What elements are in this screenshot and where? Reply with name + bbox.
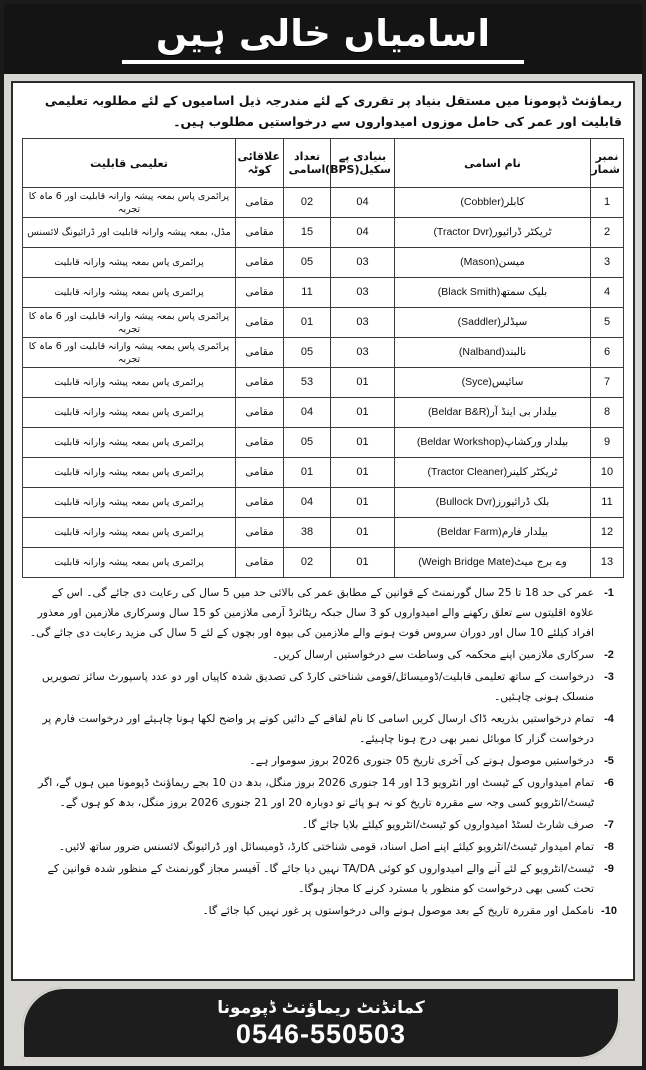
header-post-name: نام اسامی (395, 139, 591, 188)
note-item (22, 773, 624, 813)
cell-quota: مقامی (236, 218, 284, 248)
post-name-urdu: بیلدار فارم (501, 526, 548, 538)
cell-bps: 03 (331, 338, 395, 368)
cell-qualification: پرائمری پاس بمعہ پیشہ وارانہ قابلیت (23, 458, 236, 488)
table-header-row (23, 139, 624, 188)
cell-count: 01 (284, 458, 331, 488)
cell-bps: 01 (331, 428, 395, 458)
post-name-urdu: میسن (498, 256, 525, 268)
post-name-english: (Cobbler) (460, 196, 505, 208)
note-number: 4- (604, 713, 614, 725)
cell-serial: 12 (591, 518, 624, 548)
post-name-urdu: کابلر (504, 196, 525, 208)
table-row (23, 218, 624, 248)
table-row (23, 518, 624, 548)
cell-count: 04 (284, 398, 331, 428)
cell-quota: مقامی (236, 548, 284, 578)
note-text: تمام امیدواروں کے ٹیسٹ اور انٹرویو 13 اور 14 جنوری 2026 بروز منگل، بدھ دن 10 بجے ریماؤنٹ ڈپومونا میں ہوں گے، اگر ٹیسٹ/انٹرویو کسی وجہ سے مقررہ تاریخ کو نہ ہو پائے تو دوبارہ 20 اور 21 جنوری 2026 بروز منگل، بدھ کو ہوں گے۔ (38, 776, 594, 809)
cell-post-name (395, 398, 591, 428)
header-quota: علاقائی کوٹہ (236, 139, 284, 188)
note-number: 9- (604, 863, 614, 875)
post-name-english: (Beldar B&R) (427, 406, 490, 418)
cell-serial: 9 (591, 428, 624, 458)
header-serial: نمبر شمار (591, 139, 624, 188)
cell-bps: 03 (331, 308, 395, 338)
note-item (22, 751, 624, 771)
cell-post-name (395, 488, 591, 518)
cell-post-name (395, 428, 591, 458)
post-name-urdu: ٹریکٹر ڈرائیور (492, 226, 552, 238)
cell-count: 05 (284, 428, 331, 458)
table-row (23, 278, 624, 308)
cell-serial: 1 (591, 188, 624, 218)
cell-qualification: پرائمری پاس بمعہ پیشہ وارانہ قابلیت (23, 368, 236, 398)
cell-count: 38 (284, 518, 331, 548)
cell-bps: 03 (331, 278, 395, 308)
note-number: 6- (604, 777, 614, 789)
cell-qualification: پرائمری پاس بمعہ پیشہ وارانہ قابلیت (23, 428, 236, 458)
cell-qualification: پرائمری پاس بمعہ پیشہ وارانہ قابلیت اور 6 ماہ کا تجربہ (23, 308, 236, 338)
cell-post-name (395, 308, 591, 338)
cell-serial: 8 (591, 398, 624, 428)
cell-quota: مقامی (236, 518, 284, 548)
note-number: 10- (601, 905, 617, 917)
cell-post-name (395, 458, 591, 488)
vacancy-table-body (23, 188, 624, 578)
cell-quota: مقامی (236, 428, 284, 458)
post-name-urdu: بلیک سمتھ (500, 286, 548, 298)
vacancy-table (22, 138, 624, 578)
cell-bps: 01 (331, 458, 395, 488)
post-name-urdu: بیلدار ورکشاپ (504, 436, 569, 448)
table-row (23, 398, 624, 428)
note-item (22, 901, 624, 921)
cell-qualification: پرائمری پاس بمعہ پیشہ وارانہ قابلیت (23, 278, 236, 308)
post-name-urdu: وے برج میٹ (514, 556, 567, 568)
cell-post-name (395, 248, 591, 278)
cell-qualification: پرائمری پاس بمعہ پیشہ وارانہ قابلیت (23, 398, 236, 428)
cell-bps: 04 (331, 218, 395, 248)
cell-post-name (395, 548, 591, 578)
table-row (23, 248, 624, 278)
cell-qualification: پرائمری پاس بمعہ پیشہ وارانہ قابلیت (23, 518, 236, 548)
cell-count: 02 (284, 188, 331, 218)
note-text: سرکاری ملازمین اپنے محکمہ کی وساطت سے درخواستیں ارسال کریں۔ (272, 648, 594, 661)
note-text: درخواستیں موصول ہونے کی آخری تاریخ 05 جنوری 2026 بروز سوموار ہے۔ (249, 754, 594, 767)
cell-post-name (395, 218, 591, 248)
note-item (22, 583, 624, 643)
contact-area (4, 985, 642, 1066)
note-number: 5- (604, 755, 614, 767)
note-text: نامکمل اور مقررہ تاریخ کے بعد موصول ہونے والی درخواستوں پر غور نہیں کیا جائے گا۔ (202, 904, 594, 917)
cell-serial: 10 (591, 458, 624, 488)
note-text: تمام امیدوار ٹیسٹ/انٹرویو کیلئے اپنے اصل اسناد، قومی شناختی کارڈ، ڈومیسائل اور ڈرائیونگ لائسنس ضرور ساتھ لائیں۔ (58, 840, 594, 853)
cell-post-name (395, 368, 591, 398)
note-text: تمام درخواستیں بذریعہ ڈاک ارسال کریں اسامی کا نام لفافے کے دائیں کونے پر واضح لکھا ہونا چاہیئے اور درخواست فارم پر درخواست گزار کا موبائل نمبر بھی درج ہونا چاہیئے۔ (42, 712, 594, 745)
cell-post-name (395, 188, 591, 218)
cell-count: 05 (284, 248, 331, 278)
cell-count: 15 (284, 218, 331, 248)
table-row (23, 428, 624, 458)
cell-bps: 01 (331, 548, 395, 578)
cell-count: 02 (284, 548, 331, 578)
post-name-urdu: سائیس (491, 376, 524, 388)
cell-count: 11 (284, 278, 331, 308)
cell-serial: 3 (591, 248, 624, 278)
cell-qualification: پرائمری پاس بمعہ پیشہ وارانہ قابلیت (23, 548, 236, 578)
cell-quota: مقامی (236, 458, 284, 488)
table-row (23, 548, 624, 578)
notes-list (22, 583, 624, 921)
cell-count: 05 (284, 338, 331, 368)
cell-quota: مقامی (236, 188, 284, 218)
note-text: صرف شارٹ لسٹڈ امیدواروں کو ٹیسٹ/انٹرویو کیلئے بلایا جائے گا۔ (301, 818, 594, 831)
post-name-english: (Black Smith) (437, 286, 501, 298)
cell-serial: 5 (591, 308, 624, 338)
cell-serial: 2 (591, 218, 624, 248)
table-row (23, 368, 624, 398)
contact-name: کمانڈنٹ ریماؤنٹ ڈپومونا (217, 998, 425, 1018)
note-item (22, 859, 624, 899)
table-row (23, 188, 624, 218)
header-bps: بنیادی پے سکیل(BPS) (331, 139, 395, 188)
cell-bps: 01 (331, 488, 395, 518)
cell-serial: 13 (591, 548, 624, 578)
post-name-english: (Nalband) (458, 346, 505, 358)
post-name-english: (Tractor Dvr) (433, 226, 493, 238)
cell-post-name (395, 338, 591, 368)
note-item (22, 709, 624, 749)
post-name-urdu: ٹریکٹر کلینر (507, 466, 558, 478)
contact-phone: 0546-550503 (235, 1019, 407, 1049)
header-qualification: تعلیمی قابلیت (23, 139, 236, 188)
cell-count: 01 (284, 308, 331, 338)
note-number: 7- (604, 819, 614, 831)
table-row (23, 308, 624, 338)
cell-quota: مقامی (236, 368, 284, 398)
cell-serial: 7 (591, 368, 624, 398)
cell-serial: 11 (591, 488, 624, 518)
post-name-urdu: بیلدار بی اینڈ آر (489, 406, 558, 418)
note-item (22, 837, 624, 857)
note-number: 2- (604, 649, 614, 661)
post-name-english: (Bullock Dvr) (435, 496, 496, 508)
post-name-english: (Syce) (461, 376, 492, 388)
post-name-english: (Tractor Cleaner) (427, 466, 508, 478)
cell-serial: 6 (591, 338, 624, 368)
cell-qualification: پرائمری پاس بمعہ پیشہ وارانہ قابلیت اور 6 ماہ کا تجربہ (23, 188, 236, 218)
cell-post-name (395, 518, 591, 548)
table-row (23, 338, 624, 368)
cell-qualification: پرائمری پاس بمعہ پیشہ وارانہ قابلیت (23, 488, 236, 518)
cell-quota: مقامی (236, 308, 284, 338)
cell-bps: 01 (331, 398, 395, 428)
cell-serial: 4 (591, 278, 624, 308)
cell-qualification: پرائمری پاس بمعہ پیشہ وارانہ قابلیت اور 6 ماہ کا تجربہ (23, 338, 236, 368)
cell-quota: مقامی (236, 488, 284, 518)
ad-title: اسامیاں خالی ہیں (122, 14, 524, 64)
post-name-english: (Saddler) (457, 316, 501, 328)
cell-post-name (395, 278, 591, 308)
cell-bps: 01 (331, 368, 395, 398)
post-name-urdu: بلک ڈرائیورز (495, 496, 550, 508)
post-name-english: (Beldar Workshop) (416, 436, 505, 448)
cell-quota: مقامی (236, 248, 284, 278)
table-row (23, 488, 624, 518)
note-number: 8- (604, 841, 614, 853)
cell-qualification: پرائمری پاس بمعہ پیشہ وارانہ قابلیت (23, 248, 236, 278)
cell-count: 53 (284, 368, 331, 398)
post-name-urdu: سیڈلر (500, 316, 528, 328)
intro-paragraph: ریماؤنٹ ڈپومونا میں مستقل بنیاد پر تقرری کے لئے مندرجہ ذیل اسامیوں کے لئے مطلوبہ تعلیمی قابلیت اور عمر کی حامل موزوں امیدواروں سے درخواستیں مطلوب ہیں۔ (44, 93, 622, 129)
note-item (22, 815, 624, 835)
cell-bps: 03 (331, 248, 395, 278)
cell-quota: مقامی (236, 278, 284, 308)
note-text: درخواست کے ساتھ تعلیمی قابلیت/ڈومیسائل/قومی شناختی کارڈ کی تصدیق شدہ کاپیاں اور دو عدد پاسپورٹ سائز تصویریں منسلک ہونی چاہئیں۔ (41, 670, 594, 703)
table-row (23, 458, 624, 488)
post-name-urdu: نالبند (504, 346, 527, 358)
contact-box (22, 987, 620, 1059)
cell-bps: 04 (331, 188, 395, 218)
note-item (22, 667, 624, 707)
note-text: ٹیسٹ/انٹرویو کے لئے آنے والے امیدواروں کو کوئی TA/DA نہیں دیا جائے گا۔ آفیسر مجاز گورنمنٹ کے منظور شدہ قوانین کے تحت کسی بھی درخواست کو منظور یا مسترد کرنے کا مجاز ہوگا۔ (47, 862, 594, 895)
cell-quota: مقامی (236, 338, 284, 368)
note-number: 3- (604, 671, 614, 683)
note-item (22, 645, 624, 665)
note-text: عمر کی حد 18 تا 25 سال گورنمنٹ کے قوانین کے مطابق عمر کی بالائی حد میں 5 سال کی رعایت دی جائے گی۔ اس کے علاوہ اقلیتوں سے تعلق رکھنے والے امیدواروں کو 3 سال جبکہ ریٹائرڈ آرمی ملازمین کو 15 سال وسرکاری ملازمین اور معذور افراد کیلئے 10 سال اور دوران سروس فوت ہونے والے ملازمین کی بیوہ اور بچوں کے لئے 5 سال کی مزید رعایت دی جائے گی۔ (29, 586, 594, 639)
content-panel (11, 81, 635, 981)
post-name-english: (Beldar Farm) (437, 526, 502, 538)
ad-banner (4, 4, 642, 74)
cell-count: 04 (284, 488, 331, 518)
header-count: تعداد اسامی (284, 139, 331, 188)
cell-bps: 01 (331, 518, 395, 548)
note-number: 1- (604, 587, 614, 599)
post-name-english: (Mason) (460, 256, 499, 268)
cell-quota: مقامی (236, 398, 284, 428)
cell-qualification: مڈل، بمعہ پیشہ وارانہ قابلیت اور ڈرائیونگ لائسنس (23, 218, 236, 248)
post-name-english: (Weigh Bridge Mate) (418, 556, 515, 568)
